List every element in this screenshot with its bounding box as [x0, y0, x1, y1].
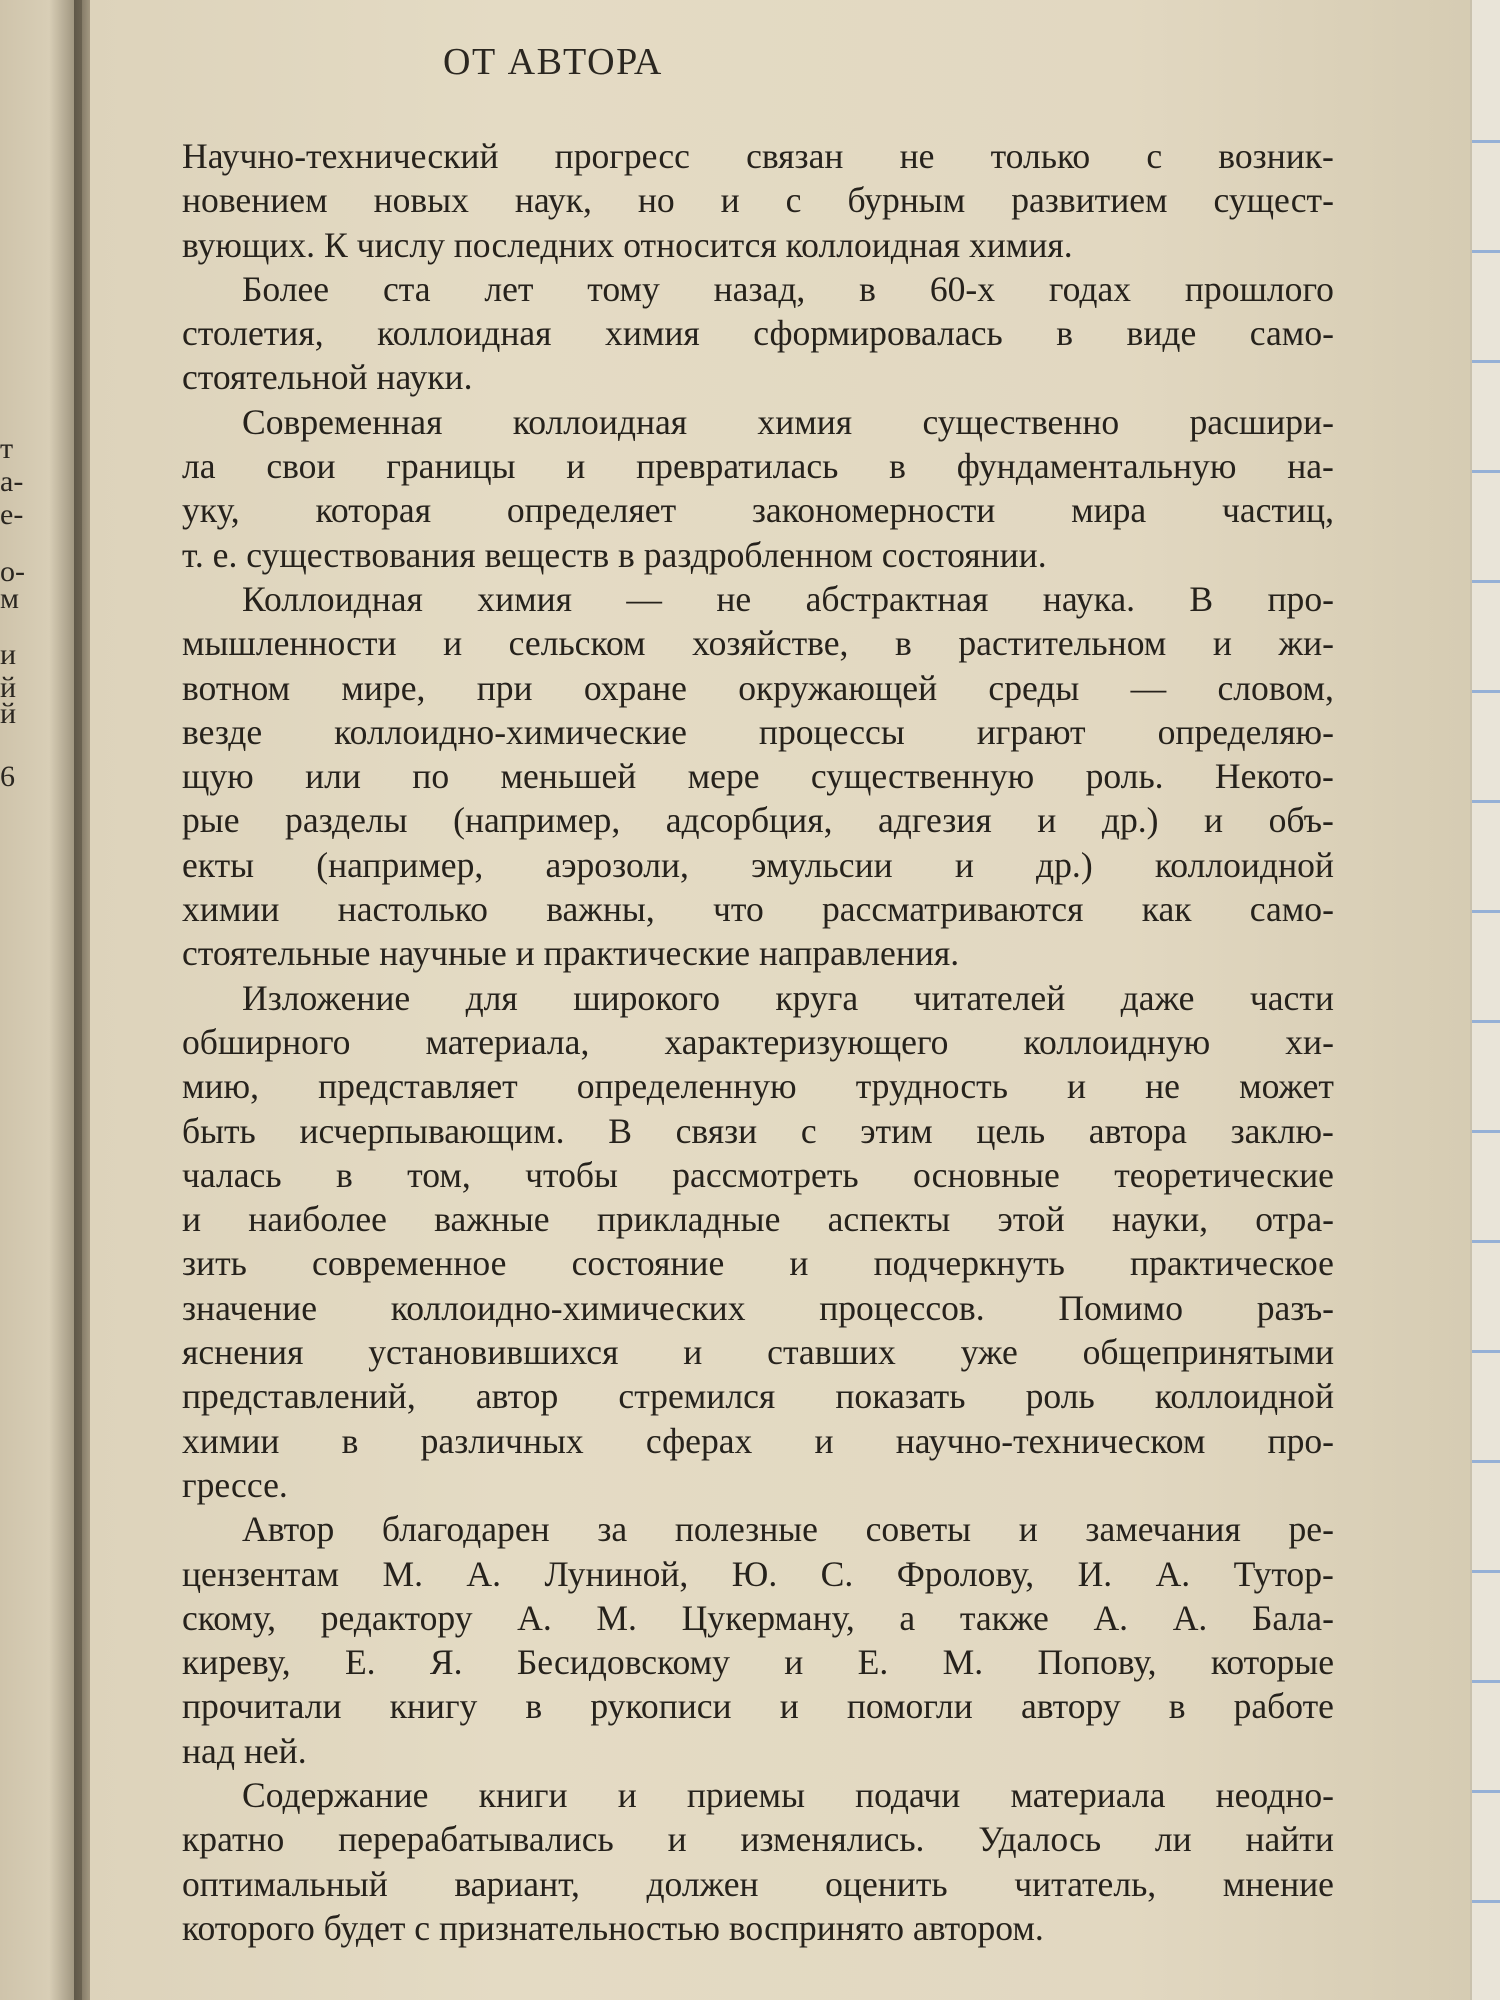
ruled-line [1472, 1020, 1500, 1023]
left-fragment: 6 [0, 760, 15, 793]
paragraph [182, 267, 1334, 400]
page-title: ОТ АВТОРА [443, 41, 663, 83]
left-fragment: а- [0, 465, 24, 498]
text-line: Коллоидная химия — не абстрактная наука. В про- [242, 578, 1334, 619]
left-fragment: и [0, 638, 17, 671]
text-line: уку, которая определяет закономерности мира частиц, [182, 490, 1334, 531]
text-line: кратно перерабатывались и изменялись. Удалось ли найти [182, 1819, 1334, 1860]
text-line: оптимальный вариант, должен оценить читатель, мнение [182, 1863, 1334, 1904]
text-line: представлений, автор стремился показать роль коллоидной [182, 1376, 1334, 1417]
text-line: киреву, Е. Я. Бесидовскому и Е. М. Попову, которые [182, 1642, 1334, 1683]
text-line: над ней. [182, 1730, 307, 1771]
ruled-line [1472, 1350, 1500, 1353]
paragraph [182, 134, 1334, 267]
ruled-line [1472, 470, 1500, 473]
text-line: ла свои границы и превратилась в фундаментальную на- [182, 446, 1334, 487]
text-line: химии в различных сферах и научно-техническом про- [182, 1420, 1334, 1461]
text-line: и наиболее важные прикладные аспекты этой науки, отра- [182, 1199, 1334, 1240]
text-line: чалась в том, чтобы рассмотреть основные теоретические [182, 1154, 1334, 1195]
ruled-line [1472, 360, 1500, 363]
paragraph [182, 1507, 1334, 1773]
text-line: химии настолько важны, что рассматриваются как само- [182, 889, 1334, 930]
ruled-line [1472, 690, 1500, 693]
text-line: обширного материала, характеризующего коллоидную хи- [182, 1021, 1334, 1062]
left-fragment: т [0, 432, 14, 465]
text-line: цензентам М. А. Луниной, Ю. С. Фролову, И. А. Тутор- [182, 1553, 1334, 1594]
ruled-line [1472, 1790, 1500, 1793]
left-fragment: й [0, 697, 17, 730]
text-line: скому, редактору А. М. Цукерману, а также А. А. Бала- [182, 1597, 1334, 1638]
paragraph [182, 976, 1334, 1508]
paragraph [182, 577, 1334, 976]
left-fragment: о- [0, 555, 25, 588]
ruled-line [1472, 1240, 1500, 1243]
text-line: стоятельной науки. [182, 357, 473, 398]
text-line: Изложение для широкого круга читателей даже части [242, 977, 1334, 1018]
text-line: Содержание книги и приемы подачи материала неодно- [242, 1774, 1334, 1815]
ruled-line [1472, 580, 1500, 583]
text-line: значение коллоидно-химических процессов. Помимо разъ- [182, 1287, 1334, 1328]
body-text [182, 134, 1334, 1950]
text-line: вующих. К числу последних относится коллоидная химия. [182, 224, 1073, 265]
ruled-line [1472, 1570, 1500, 1573]
ruled-line [1472, 910, 1500, 913]
ruled-line [1472, 1460, 1500, 1463]
text-line: везде коллоидно-химические процессы играют определяю- [182, 711, 1334, 752]
notebook-edge [1470, 0, 1500, 2000]
text-line: яснения установившихся и ставших уже общепринятыми [182, 1332, 1334, 1373]
text-line: Современная коллоидная химия существенно расшири- [242, 401, 1334, 442]
text-line: Автор благодарен за полезные советы и замечания ре- [242, 1509, 1334, 1550]
text-line: вотном мире, при охране окружающей среды — словом, [182, 667, 1334, 708]
paragraph [182, 1773, 1334, 1950]
left-page-fragments [0, 0, 82, 2000]
text-line: мию, представляет определенную трудность и не может [182, 1066, 1334, 1107]
left-fragment: м [0, 582, 19, 615]
text-line: грессе. [182, 1464, 288, 1505]
text-line: щую или по меньшей мере существенную роль. Некото- [182, 756, 1334, 797]
left-fragment: е- [0, 498, 24, 531]
text-line: екты (например, аэрозоли, эмульсии и др.) коллоидной [182, 844, 1334, 885]
text-line: зить современное состояние и подчеркнуть практическое [182, 1243, 1334, 1284]
ruled-line [1472, 140, 1500, 143]
text-line: которого будет с признательностью воспринято автором. [182, 1907, 1044, 1948]
text-line: т. е. существования веществ в раздробленном состоянии. [182, 534, 1047, 575]
text-line: стоятельные научные и практические направления. [182, 933, 960, 974]
ruled-line [1472, 1900, 1500, 1903]
text-line: Научно-технический прогресс связан не только с возник- [182, 136, 1334, 176]
ruled-line [1472, 800, 1500, 803]
left-fragment: й [0, 671, 17, 704]
text-line: Более ста лет тому назад, в 60-х годах прошлого [242, 268, 1334, 309]
text-line: новением новых наук, но и с бурным развитием сущест- [182, 180, 1334, 221]
text-line: мышленности и сельском хозяйстве, в растительном и жи- [182, 623, 1334, 664]
paragraph [182, 400, 1334, 577]
text-line: быть исчерпывающим. В связи с этим цель автора заклю- [182, 1110, 1334, 1151]
text-line: столетия, коллоидная химия сформировалась в виде само- [182, 313, 1334, 354]
text-line: прочитали книгу в рукописи и помогли автору в работе [182, 1686, 1334, 1727]
ruled-line [1472, 1130, 1500, 1133]
ruled-line [1472, 250, 1500, 253]
ruled-line [1472, 1680, 1500, 1683]
text-line: рые разделы (например, адсорбция, адгезия и др.) и объ- [182, 800, 1334, 841]
